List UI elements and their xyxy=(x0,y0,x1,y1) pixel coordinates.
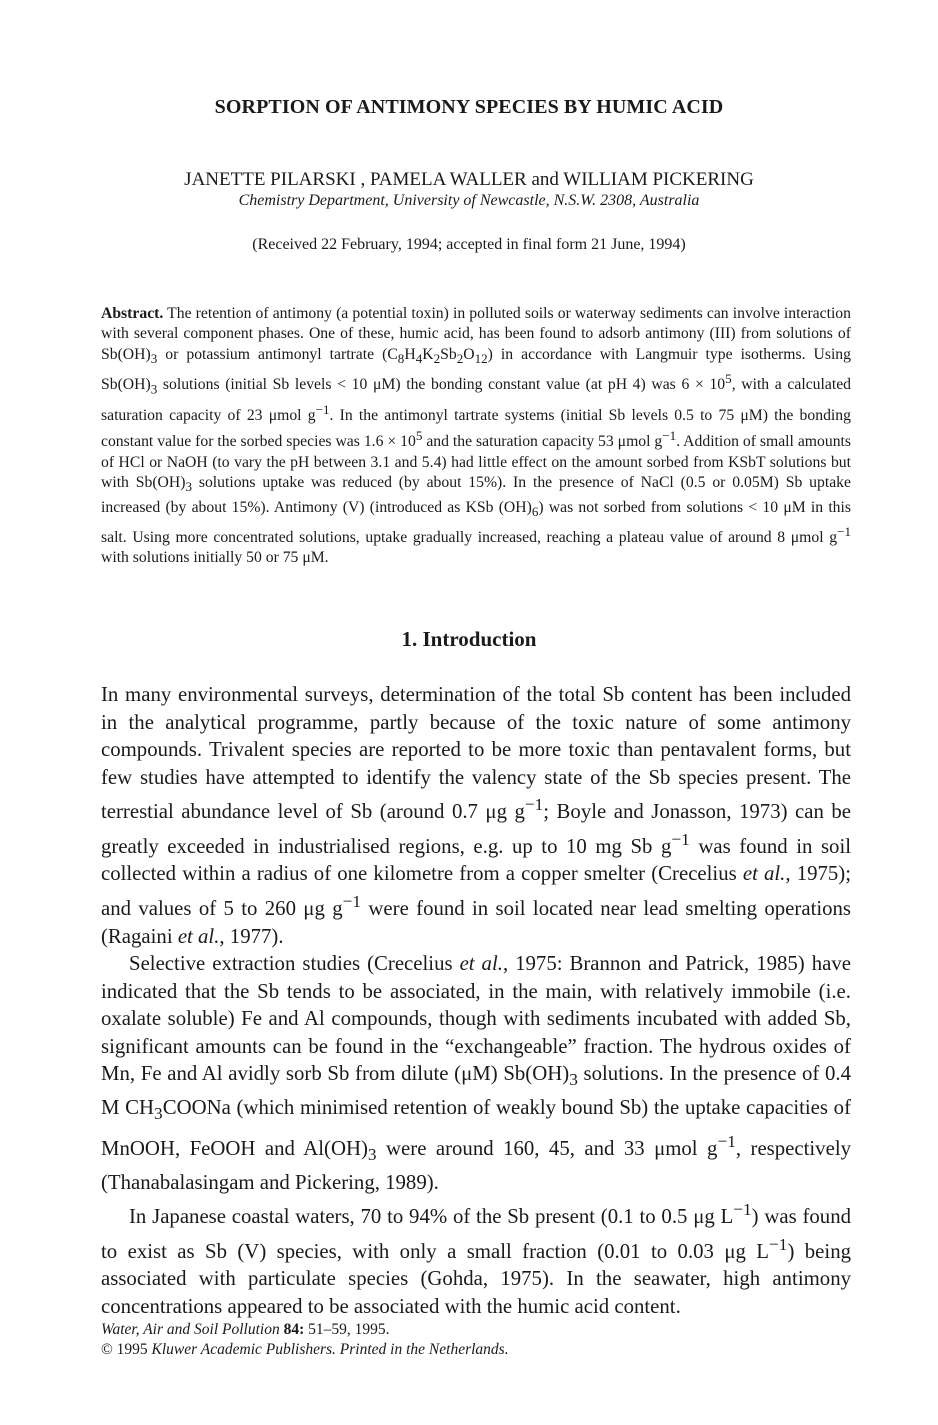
abstract-text: K xyxy=(422,345,434,363)
subscript: 8 xyxy=(397,350,405,366)
copyright-line xyxy=(101,1340,509,1360)
superscript: −1 xyxy=(662,428,677,444)
affiliation: Chemistry Department, University of Newcastle, N.S.W. 2308, Australia xyxy=(238,192,700,209)
abstract-text: and the saturation capacity 53 μmol g xyxy=(422,433,663,451)
subscript: 3 xyxy=(150,381,158,397)
abstract-text: . In the antimonyl tartrate systems (initial Sb levels 0.5 to 75 μM) the bonding constant value for the sorbed species was 1.6 × 10 xyxy=(101,406,851,451)
paragraph xyxy=(101,1196,851,1320)
superscript: 5 xyxy=(725,371,732,387)
abstract-text: O xyxy=(463,345,475,363)
superscript: −1 xyxy=(342,892,362,911)
abstract-text: or potassium antimonyl tartrate (C xyxy=(157,345,398,363)
subscript: 3 xyxy=(367,1145,377,1165)
paragraph xyxy=(101,950,851,1196)
subscript: 12 xyxy=(474,350,488,366)
subscript: 6 xyxy=(531,503,539,519)
subscript: 4 xyxy=(415,350,423,366)
paragraph-text: was found in soil collected within a radius of one kilometre from a copper smelter (Crecelius xyxy=(101,834,851,886)
subscript: 3 xyxy=(569,1070,578,1090)
subscript: 3 xyxy=(154,1104,163,1124)
paragraph-text: In Japanese coastal waters, 70 to 94% of the Sb present (0.1 to 0.5 μg L xyxy=(129,1205,734,1229)
abstract-text: , with a calculated saturation capacity of 23 μmol g xyxy=(101,376,851,424)
paragraph-text: , 1975: Brannon and Patrick, 1985) have indicated that the Sb tends to be associated, in the main, with relatively immobile (i.e. oxalate soluble) Fe and Al compounds, though with sediments incubated with added Sb, significant amounts can be found in the “exchangeable” fraction. The hydrous oxides of Mn, Fe and Al avidly sorb Sb from dilute (μM) Sb(OH) xyxy=(101,952,851,1086)
abstract-text: Sb xyxy=(440,345,457,363)
subscript: 2 xyxy=(433,350,441,366)
publisher: Kluwer Academic Publishers. Printed in the Netherlands. xyxy=(151,1341,509,1358)
citation-et-al: et al. xyxy=(177,924,220,948)
paragraph xyxy=(101,681,851,950)
paragraph-text: In many environmental surveys, determination of the total Sb content has been included in the analytical programme, partly because of the toxic nature of some antimony compounds. Trivalent species are reported to be more toxic than pentavalent forms, but few studies have attempted to identify the valency state of the Sb species present. The terrestial abundance level of Sb (around 0.7 μg g xyxy=(101,683,851,824)
abstract-text: . Addition of small amounts of HCl or NaOH (to vary the pH between 3.1 and 5.4) had little effect on the amount sorbed from KSbT solutions but with Sb(OH) xyxy=(101,433,851,492)
paragraph-text: ) was found to exist as Sb (V) species, with only a small fraction (0.01 to 0.03 μg L xyxy=(101,1205,851,1263)
superscript: 5 xyxy=(415,428,423,444)
abstract-text: ) in accordance with Langmuir type isotherms. Using Sb(OH) xyxy=(101,345,851,394)
received-dates: (Received 22 February, 1994; accepted in final form 21 June, 1994) xyxy=(252,236,686,253)
abstract-text: solutions (initial Sb levels < 10 μM) the bonding constant value (at pH 4) was 6 × 10 xyxy=(157,376,726,394)
abstract-text: ) was not sorbed from solutions < 10 μM in this salt. Using more concentrated solutions, uptake gradually increased, reaching a plateau value of around 8 μmol g xyxy=(101,498,851,547)
footer xyxy=(101,1320,509,1360)
superscript: −1 xyxy=(733,1200,752,1220)
paper-title: SORPTION OF ANTIMONY SPECIES BY HUMIC ACID xyxy=(214,96,724,118)
paragraph-text: ; Boyle and Jonasson, 1973) can be greatly exceeded in industrialised regions, e.g. up to 10 mg Sb g xyxy=(101,800,851,858)
superscript: −1 xyxy=(671,829,690,849)
citation-et-al: et al. xyxy=(742,862,786,886)
section-heading: 1. Introduction xyxy=(401,627,537,651)
abstract-text: H xyxy=(404,345,416,363)
subscript: 3 xyxy=(185,479,192,495)
paragraph-text: were found in soil located near lead smelting operations (Ragaini xyxy=(101,896,852,948)
abstract-text: The retention of antimony (a potential toxin) in polluted soils or waterway sediments can involve interaction with several component phases. One of these, humic acid, has been found to adsorb antimony (III) from solutions of Sb(OH) xyxy=(101,305,851,363)
copyright-year: 1995 xyxy=(112,1341,152,1358)
author-list: JANETTE PILARSKI , PAMELA WALLER and WILLIAM PICKERING xyxy=(184,169,754,190)
journal-name: Water, Air and Soil Pollution xyxy=(101,1321,280,1338)
abstract-text: solutions uptake was reduced (by about 15%). In the presence of NaCl (0.5 or 0.05M) Sb uptake increased (by about 15%). Antimony (V) (introduced as KSb (OH) xyxy=(101,474,851,516)
paragraph-text: COONa (which minimised retention of weakly bound Sb) the uptake capacities of MnOOH, FeOOH and Al(OH) xyxy=(101,1096,851,1160)
paragraph-text: , 1975); and values of 5 to 260 μg g xyxy=(101,862,852,920)
journal-volume: 84: xyxy=(283,1321,305,1338)
abstract-label: Abstract. xyxy=(101,305,164,322)
subscript: 3 xyxy=(150,350,158,366)
paragraph-text: Selective extraction studies (Crecelius xyxy=(129,952,460,976)
abstract-text: with solutions initially 50 or 75 μM. xyxy=(101,549,329,567)
paragraph-text: were around 160, 45, and 33 μmol g xyxy=(376,1136,718,1160)
abstract xyxy=(101,304,851,569)
journal-pages: 51–59, 1995. xyxy=(304,1321,390,1338)
superscript: −1 xyxy=(315,401,330,417)
subscript: 2 xyxy=(456,350,464,366)
superscript: −1 xyxy=(524,795,544,815)
paragraph-text: , 1977). xyxy=(219,924,284,948)
paragraph-text: solutions. In the presence of 0.4 M CH xyxy=(101,1062,851,1120)
paragraph-text: ) being associated with particulate species (Gohda, 1975). In the seawater, high antimony concentrations appeared to be associated with the humic acid content. xyxy=(101,1239,851,1318)
superscript: −1 xyxy=(717,1131,736,1151)
superscript: −1 xyxy=(837,523,851,539)
paragraph-text: , respectively (Thanabalasingam and Pickering, 1989). xyxy=(101,1136,851,1194)
copyright-icon: © xyxy=(101,1341,113,1358)
superscript: −1 xyxy=(769,1234,788,1254)
body-text xyxy=(101,681,851,1320)
citation-et-al: et al. xyxy=(459,952,503,976)
journal-citation xyxy=(101,1320,509,1340)
